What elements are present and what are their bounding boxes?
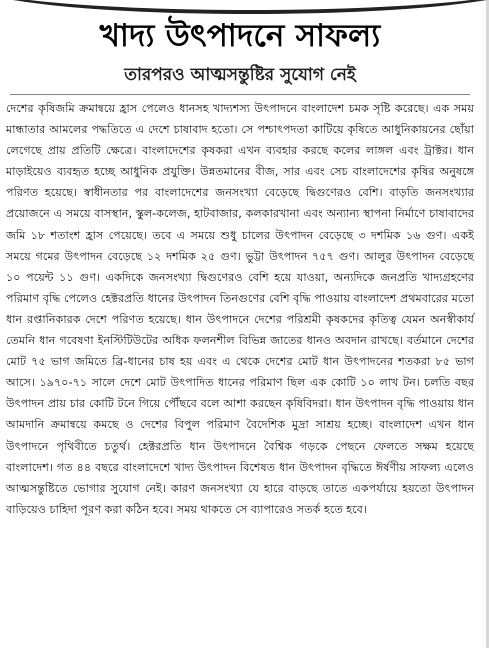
article-headline: খাদ্য উৎপাদনে সাফল্য	[99, 18, 381, 54]
article-subheadline: তারপরও আত্মসন্তুষ্টির সুযোগ নেই	[124, 65, 356, 85]
article-body: দেশের কৃষিজমি ক্রমান্বয়ে হ্রাস পেলেও ধানসহ খাদ্যশস্য উৎপাদনে বাংলাদেশ চমক সৃষ্টি করেছে। এক সময় মান্ধাতার আমলের পদ্ধতিতে এ দেশে চাষাবাদ হতো। সে পশ্চাৎপদতা কাটিয়ে কৃষিতে আধুনিকায়নের ছোঁয়া লেগেছে প্রায় প্রতিটি ক্ষেত্রে। বাংলাদেশের কৃষকরা এখন ব্যবহার করছে কলের লাঙ্গল এবং ট্রাক্টর। ধান মাড়াইয়েও ব্যবহৃত হচ্ছে আধুনিক প্রযুক্তি। উন্নতমানের বীজ, সার এবং সেচ বাংলাদেশের কৃষির অনুষঙ্গে পরিণত হয়েছে। স্বাধীনতার পর বাংলাদেশের জনসংখ্যা বেড়েছে দ্বিগুণেরও বেশি। বাড়তি জনসংখ্যার প্রয়োজনে এ সময়ে বাসস্থান, স্কুল-কলেজ, হাটবাজার, কলকারখানা এবং অন্যান্য স্থাপনা নির্মাণে চাষাবাদের জমি ১৮ শতাংশ হ্রাস পেয়েছে। তবে এ সময়ে শুধু চালের উৎপাদন বেড়েছে ৩ দশমিক ১৬ গুণ। একই সময়ে গমের উৎপাদন বেড়েছে ১২ দশমিক ২৫ গুণ। ভুট্টা উৎপাদন ৭৫৭ গুণ। আলুর উৎপাদন বেড়েছে ১০ পয়েন্ট ১১ গুণ। একদিকে জনসংখ্যা দ্বিগুণেরও বেশি হয়ে যাওয়া, অন্যদিকে জনপ্রতি খাদ্যগ্রহণের পরিমাণ বৃদ্ধি পেলেও হেক্টরপ্রতি ধানের উৎপাদন তিনগুণের বেশি বৃদ্ধি পাওয়ায় বাংলাদেশ প্রথমবারের মতো ধান রপ্তানিকারক দেশে পরিণত হয়েছে। ধান উৎপাদনে দেশের পরিশ্রমী কৃষকদের কৃতিত্ব যেমন অনস্বীকার্য তেমনি ধান গবেষণা ইনস্টিটিউটের অধিক ফলনশীল বিভিন্ন জাতের ধানও অবদান রাখছে। বর্তমানে দেশের মোট ৭৫ ভাগ জমিতে ব্রি-ধানের চাষ হয় এবং এ থেকে দেশের মোট ধান উৎপাদনের শতকরা ৮৫ ভাগ আসে। ১৯৭০-৭১ সালে দেশে মোট উৎপাদিত ধানের পরিমাণ ছিল এক কোটি ১০ লাখ টন। চলতি বছর উৎপাদন প্রায় চার কোটি টনে গিয়ে পৌঁছবে বলে আশা করছেন কৃষিবিদরা। ধান উৎপাদন বৃদ্ধি পাওয়ায় ধান আমদানি ক্রমান্বয়ে কমছে ও দেশের বিপুল পরিমাণ বৈদেশিক মুদ্রা সাশ্রয় হচ্ছে। বাংলাদেশ এখন ধান উৎপাদনে পৃথিবীতে চতুর্থ। হেক্টরপ্রতি ধান উৎপাদনে বৈশ্বিক গড়কে পেছনে ফেলতে সক্ষম হয়েছে বাংলাদেশ। গত ৪৪ বছরে বাংলাদেশে খাদ্য উৎপাদন বিশেষত ধান উৎপাদন বৃদ্ধিতে ঈর্ষণীয় সাফল্য এলেও আত্মসন্তুষ্টিতে ভোগার সুযোগ নেই। কারণ জনসংখ্যা যে হারে বাড়ছে তাতে একপর্যায়ে হয়তো উৎপাদন বাড়িয়েও চাহিদা পূরণ করা কঠিন হবে। সময় থাকতে সে ব্যাপারেও সতর্ক হতে হবে।	[6, 102, 474, 516]
headline-divider	[10, 94, 470, 95]
